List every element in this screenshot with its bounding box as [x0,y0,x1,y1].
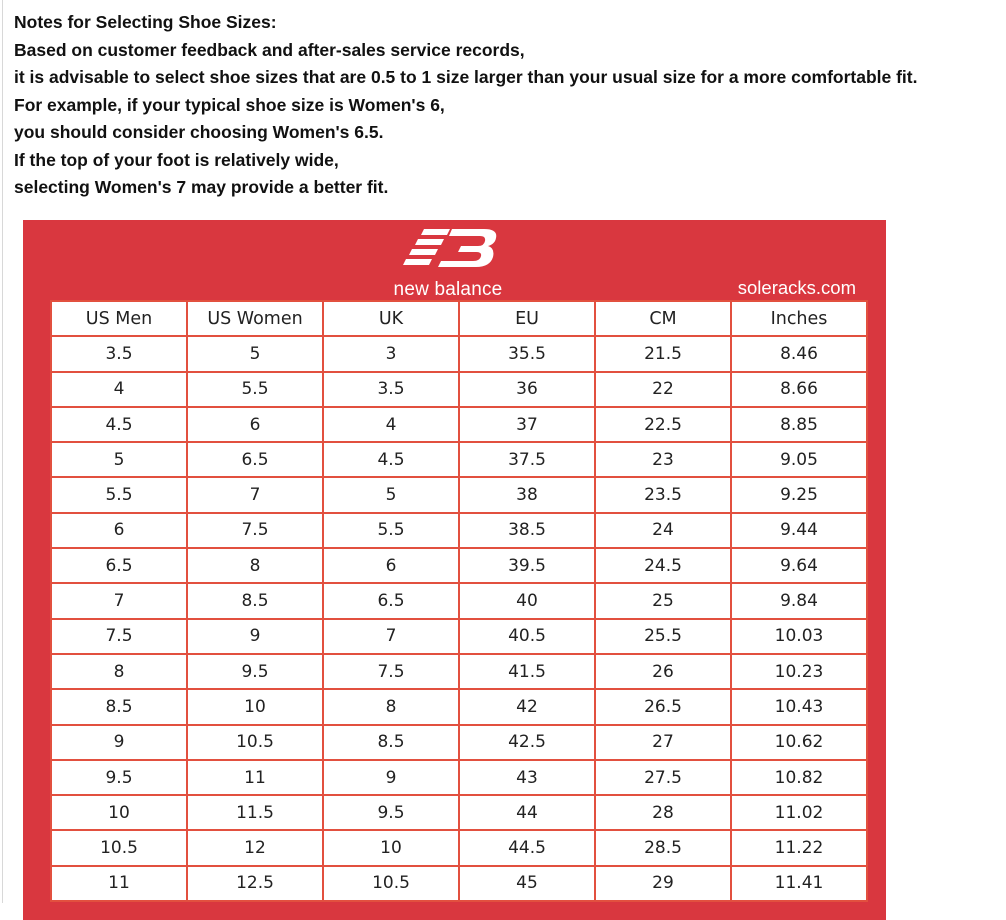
table-cell: 5 [323,477,459,512]
table-cell: 21.5 [595,336,731,371]
notes-line: For example, if your typical shoe size is Women's 6, [14,94,445,115]
table-cell: 7.5 [51,619,187,654]
table-cell: 10.5 [323,866,459,901]
table-row [51,760,867,795]
table-cell: 11.5 [187,795,323,830]
column-header: Inches [731,301,867,336]
table-cell: 6 [187,407,323,442]
table-cell: 6.5 [51,548,187,583]
table-cell: 9.5 [323,795,459,830]
table-cell: 26.5 [595,689,731,724]
table-cell: 5 [51,442,187,477]
table-cell: 11.02 [731,795,867,830]
table-cell: 8 [323,689,459,724]
table-cell: 27.5 [595,760,731,795]
table-cell: 23 [595,442,731,477]
size-rows [51,336,867,901]
brand-logo [378,225,518,303]
table-cell: 10.62 [731,725,867,760]
table-row [51,513,867,548]
table-cell: 9.25 [731,477,867,512]
table-cell: 7 [323,619,459,654]
table-cell: 9 [187,619,323,654]
table-cell: 10 [187,689,323,724]
table-cell: 8 [51,654,187,689]
table-cell: 5.5 [51,477,187,512]
size-table [50,300,868,902]
table-cell: 6.5 [323,583,459,618]
table-cell: 5.5 [187,372,323,407]
table-cell: 10.03 [731,619,867,654]
header-row [51,301,867,336]
table-cell: 5 [187,336,323,371]
table-cell: 10.5 [187,725,323,760]
table-cell: 42 [459,689,595,724]
table-cell: 4 [51,372,187,407]
table-cell: 45 [459,866,595,901]
table-row [51,442,867,477]
table-cell: 40.5 [459,619,595,654]
table-cell: 9.5 [51,760,187,795]
table-cell: 10.23 [731,654,867,689]
table-cell: 38 [459,477,595,512]
brand-name: new balance [393,279,503,300]
table-cell: 28.5 [595,830,731,865]
table-cell: 24 [595,513,731,548]
column-header: EU [459,301,595,336]
table-cell: 37.5 [459,442,595,477]
table-cell: 44 [459,795,595,830]
table-cell: 12 [187,830,323,865]
table-cell: 29 [595,866,731,901]
table-row [51,372,867,407]
table-cell: 8.5 [51,689,187,724]
table-cell: 26 [595,654,731,689]
table-cell: 27 [595,725,731,760]
site-url: soleracks.com [737,277,856,298]
table-cell: 8.5 [187,583,323,618]
left-border-line [2,0,3,903]
table-cell: 3 [323,336,459,371]
table-cell: 11 [187,760,323,795]
table-row [51,795,867,830]
table-cell: 10.5 [51,830,187,865]
nb-logo-icon [400,225,500,273]
table-cell: 40 [459,583,595,618]
table-row [51,619,867,654]
table-cell: 10 [51,795,187,830]
table-cell: 9 [51,725,187,760]
notes-title: Notes for Selecting Shoe Sizes: [14,12,277,32]
table-cell: 41.5 [459,654,595,689]
table-cell: 10.82 [731,760,867,795]
table-cell: 24.5 [595,548,731,583]
size-notes [14,9,1006,202]
table-cell: 6 [51,513,187,548]
table-cell: 8 [187,548,323,583]
table-cell: 8.46 [731,336,867,371]
table-cell: 4.5 [51,407,187,442]
table-cell: 39.5 [459,548,595,583]
table-row [51,654,867,689]
table-row [51,548,867,583]
table-cell: 7.5 [187,513,323,548]
table-row [51,830,867,865]
table-cell: 9.5 [187,654,323,689]
table-row [51,725,867,760]
table-cell: 9 [323,760,459,795]
table-cell: 8.5 [323,725,459,760]
table-cell: 11 [51,866,187,901]
table-cell: 11.41 [731,866,867,901]
column-header: UK [323,301,459,336]
table-cell: 9.05 [731,442,867,477]
table-cell: 11.22 [731,830,867,865]
table-cell: 10 [323,830,459,865]
table-cell: 9.84 [731,583,867,618]
table-cell: 12.5 [187,866,323,901]
column-header: US Women [187,301,323,336]
table-cell: 9.44 [731,513,867,548]
table-cell: 38.5 [459,513,595,548]
notes-line: If the top of your foot is relatively wide, [14,149,339,170]
table-cell: 3.5 [51,336,187,371]
table-cell: 7 [51,583,187,618]
table-cell: 42.5 [459,725,595,760]
table-cell: 8.85 [731,407,867,442]
table-cell: 22.5 [595,407,731,442]
table-cell: 23.5 [595,477,731,512]
table-cell: 4.5 [323,442,459,477]
table-cell: 3.5 [323,372,459,407]
table-cell: 4 [323,407,459,442]
table-row [51,583,867,618]
notes-line: selecting Women's 7 may provide a better fit. [14,177,389,197]
table-row [51,407,867,442]
table-cell: 35.5 [459,336,595,371]
table-cell: 10.43 [731,689,867,724]
size-chart [23,220,886,920]
table-cell: 22 [595,372,731,407]
column-header: US Men [51,301,187,336]
table-cell: 7 [187,477,323,512]
table-row [51,477,867,512]
notes-line: you should consider choosing Women's 6.5. [14,122,384,142]
notes-line: it is advisable to select shoe sizes that are 0.5 to 1 size larger than your usual size for a more comfortable fit. [14,67,918,87]
table-cell: 6.5 [187,442,323,477]
table-cell: 36 [459,372,595,407]
table-cell: 25.5 [595,619,731,654]
table-cell: 9.64 [731,548,867,583]
table-cell: 28 [595,795,731,830]
table-cell: 6 [323,548,459,583]
table-cell: 5.5 [323,513,459,548]
table-row [51,336,867,371]
notes-line: Based on customer feedback and after-sales service records, [14,39,525,60]
table-cell: 8.66 [731,372,867,407]
table-row [51,689,867,724]
table-cell: 7.5 [323,654,459,689]
table-cell: 37 [459,407,595,442]
table-cell: 43 [459,760,595,795]
table-row [51,866,867,901]
table-cell: 44.5 [459,830,595,865]
column-header: CM [595,301,731,336]
table-cell: 25 [595,583,731,618]
